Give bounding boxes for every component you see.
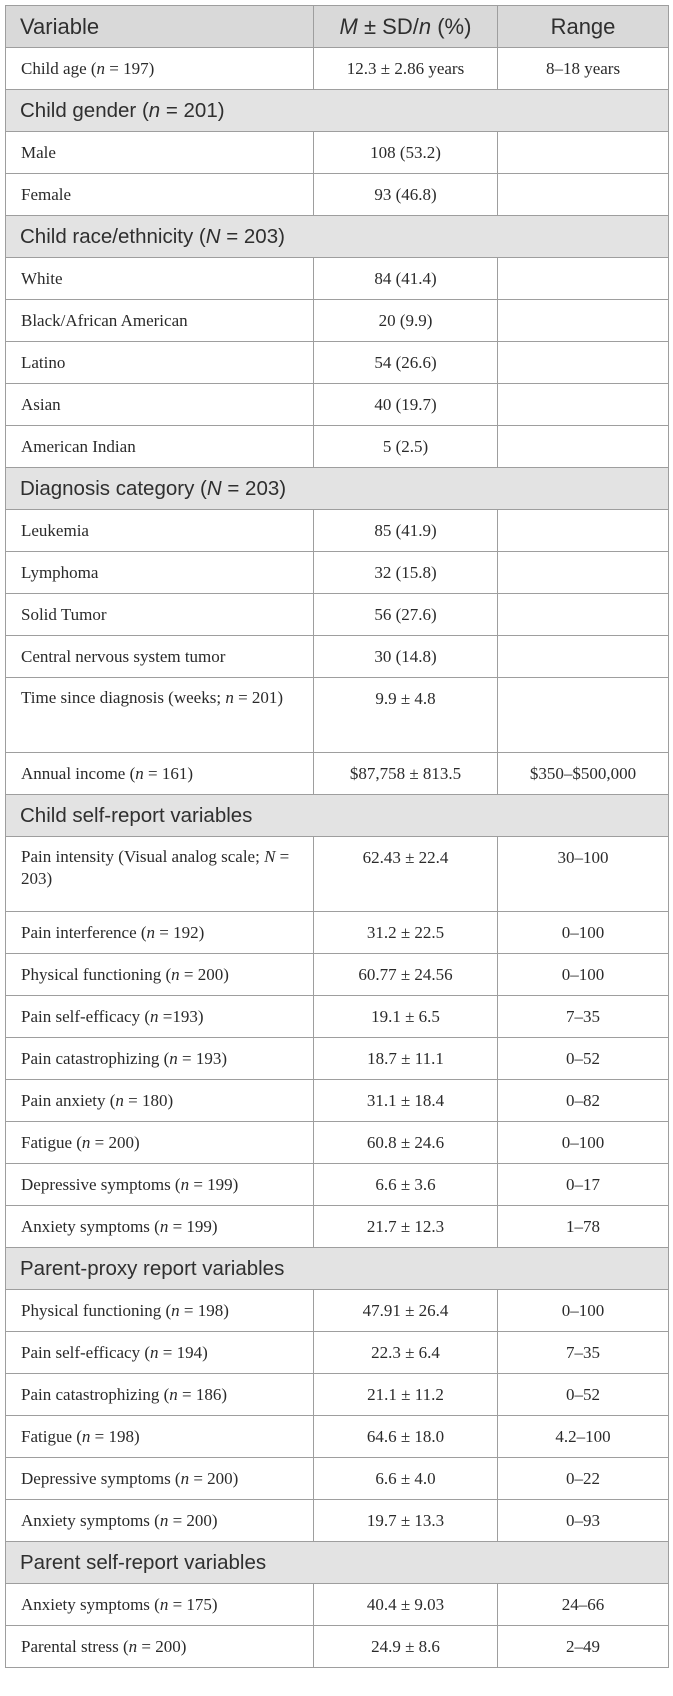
cell-range: 0–100: [498, 912, 669, 954]
cell-range: 0–17: [498, 1164, 669, 1206]
cell-variable: Depressive symptoms (n = 200): [6, 1458, 314, 1500]
cell-variable: Child age (n = 197): [6, 48, 314, 90]
cell-range: 0–100: [498, 1290, 669, 1332]
cell-range: [498, 552, 669, 594]
cell-variable: Anxiety symptoms (n = 200): [6, 1500, 314, 1542]
section-label: Parent self-report variables: [6, 1542, 669, 1584]
cell-variable: Asian: [6, 384, 314, 426]
cell-msd: 6.6 ± 4.0: [314, 1458, 498, 1500]
cell-range: 4.2–100: [498, 1416, 669, 1458]
table-row: [6, 1122, 669, 1164]
cell-range: 24–66: [498, 1584, 669, 1626]
cell-msd: 40 (19.7): [314, 384, 498, 426]
cell-msd: 21.1 ± 11.2: [314, 1374, 498, 1416]
cell-range: 8–18 years: [498, 48, 669, 90]
cell-variable: American Indian: [6, 426, 314, 468]
section-label: Child self-report variables: [6, 795, 669, 837]
demographics-table: [5, 5, 669, 1668]
cell-variable: Parental stress (n = 200): [6, 1626, 314, 1668]
cell-msd: 9.9 ± 4.8: [314, 678, 498, 753]
table-row: [6, 342, 669, 384]
cell-range: [498, 132, 669, 174]
table-row: [6, 837, 669, 912]
cell-msd: 54 (26.6): [314, 342, 498, 384]
cell-variable: Latino: [6, 342, 314, 384]
table-row: [6, 1626, 669, 1668]
cell-msd: 19.7 ± 13.3: [314, 1500, 498, 1542]
cell-msd: 60.77 ± 24.56: [314, 954, 498, 996]
table-row: [6, 132, 669, 174]
cell-variable: Physical functioning (n = 200): [6, 954, 314, 996]
cell-variable: Male: [6, 132, 314, 174]
cell-msd: 85 (41.9): [314, 510, 498, 552]
cell-msd: 93 (46.8): [314, 174, 498, 216]
cell-msd: 31.1 ± 18.4: [314, 1080, 498, 1122]
table-row: [6, 912, 669, 954]
section-label: Child race/ethnicity (N = 203): [6, 216, 669, 258]
cell-range: 0–100: [498, 954, 669, 996]
section-header-row: [6, 216, 669, 258]
table-row: [6, 300, 669, 342]
table-row: [6, 1080, 669, 1122]
cell-variable: Central nervous system tumor: [6, 636, 314, 678]
header-msd: [314, 6, 498, 48]
cell-msd: 64.6 ± 18.0: [314, 1416, 498, 1458]
cell-variable: Anxiety symptoms (n = 199): [6, 1206, 314, 1248]
table-row: [6, 510, 669, 552]
cell-range: 0–22: [498, 1458, 669, 1500]
header-variable: Variable: [6, 6, 314, 48]
cell-variable: Black/African American: [6, 300, 314, 342]
table-row: [6, 1374, 669, 1416]
cell-msd: 22.3 ± 6.4: [314, 1332, 498, 1374]
table-row: [6, 996, 669, 1038]
table-row: [6, 1584, 669, 1626]
table-row: [6, 426, 669, 468]
section-header-row: [6, 1542, 669, 1584]
section-label: Parent-proxy report variables: [6, 1248, 669, 1290]
cell-msd: $87,758 ± 813.5: [314, 753, 498, 795]
table-row: [6, 1500, 669, 1542]
cell-range: 2–49: [498, 1626, 669, 1668]
cell-variable: Depressive symptoms (n = 199): [6, 1164, 314, 1206]
cell-msd: 21.7 ± 12.3: [314, 1206, 498, 1248]
cell-range: 0–52: [498, 1038, 669, 1080]
cell-msd: 60.8 ± 24.6: [314, 1122, 498, 1164]
cell-msd: 20 (9.9): [314, 300, 498, 342]
table-row: [6, 678, 669, 753]
cell-msd: 84 (41.4): [314, 258, 498, 300]
cell-range: 0–52: [498, 1374, 669, 1416]
section-label: Child gender (n = 201): [6, 90, 669, 132]
cell-variable: Pain intensity (Visual analog scale; N = 203): [6, 837, 314, 912]
table-body: [6, 48, 669, 1668]
table-row: [6, 753, 669, 795]
cell-variable: Physical functioning (n = 198): [6, 1290, 314, 1332]
table-row: [6, 594, 669, 636]
table-row: [6, 1416, 669, 1458]
cell-msd: 56 (27.6): [314, 594, 498, 636]
cell-variable: Pain self-efficacy (n =193): [6, 996, 314, 1038]
cell-variable: Fatigue (n = 198): [6, 1416, 314, 1458]
cell-variable: Leukemia: [6, 510, 314, 552]
table-row: [6, 1458, 669, 1500]
cell-range: [498, 426, 669, 468]
cell-range: 7–35: [498, 1332, 669, 1374]
cell-range: [498, 258, 669, 300]
section-label: Diagnosis category (N = 203): [6, 468, 669, 510]
cell-range: [498, 174, 669, 216]
cell-variable: Pain anxiety (n = 180): [6, 1080, 314, 1122]
table-header: [6, 6, 669, 48]
cell-msd: 32 (15.8): [314, 552, 498, 594]
cell-variable: Pain self-efficacy (n = 194): [6, 1332, 314, 1374]
cell-msd: 31.2 ± 22.5: [314, 912, 498, 954]
cell-range: [498, 342, 669, 384]
section-header-row: [6, 468, 669, 510]
table-row: [6, 1332, 669, 1374]
cell-range: [498, 300, 669, 342]
table-row: [6, 1290, 669, 1332]
table-row: [6, 552, 669, 594]
cell-msd: 62.43 ± 22.4: [314, 837, 498, 912]
cell-range: 0–93: [498, 1500, 669, 1542]
table-row: [6, 384, 669, 426]
cell-range: $350–$500,000: [498, 753, 669, 795]
table-row: [6, 636, 669, 678]
cell-msd: 6.6 ± 3.6: [314, 1164, 498, 1206]
cell-variable: Pain catastrophizing (n = 186): [6, 1374, 314, 1416]
cell-msd: 12.3 ± 2.86 years: [314, 48, 498, 90]
cell-variable: Pain catastrophizing (n = 193): [6, 1038, 314, 1080]
cell-variable: Lymphoma: [6, 552, 314, 594]
cell-range: 30–100: [498, 837, 669, 912]
table-row: [6, 174, 669, 216]
table-row: [6, 1164, 669, 1206]
cell-variable: Female: [6, 174, 314, 216]
table-row: [6, 954, 669, 996]
section-header-row: [6, 90, 669, 132]
table-row: [6, 1206, 669, 1248]
table-row: [6, 48, 669, 90]
cell-range: [498, 384, 669, 426]
cell-msd: 19.1 ± 6.5: [314, 996, 498, 1038]
cell-msd: 24.9 ± 8.6: [314, 1626, 498, 1668]
cell-variable: Fatigue (n = 200): [6, 1122, 314, 1164]
cell-range: [498, 678, 669, 753]
cell-range: 1–78: [498, 1206, 669, 1248]
cell-range: 0–100: [498, 1122, 669, 1164]
cell-range: [498, 510, 669, 552]
cell-variable: Time since diagnosis (weeks; n = 201): [6, 678, 314, 753]
table-row: [6, 1038, 669, 1080]
cell-variable: Annual income (n = 161): [6, 753, 314, 795]
cell-range: 7–35: [498, 996, 669, 1038]
header-msd-text: M ± SD/n (%): [339, 13, 472, 39]
cell-msd: 30 (14.8): [314, 636, 498, 678]
cell-variable: White: [6, 258, 314, 300]
table-row: [6, 258, 669, 300]
cell-msd: 40.4 ± 9.03: [314, 1584, 498, 1626]
header-range: Range: [498, 6, 669, 48]
section-header-row: [6, 1248, 669, 1290]
cell-msd: 18.7 ± 11.1: [314, 1038, 498, 1080]
cell-range: [498, 594, 669, 636]
cell-range: 0–82: [498, 1080, 669, 1122]
cell-msd: 5 (2.5): [314, 426, 498, 468]
cell-variable: Anxiety symptoms (n = 175): [6, 1584, 314, 1626]
section-header-row: [6, 795, 669, 837]
cell-range: [498, 636, 669, 678]
cell-msd: 108 (53.2): [314, 132, 498, 174]
cell-msd: 47.91 ± 26.4: [314, 1290, 498, 1332]
cell-variable: Pain interference (n = 192): [6, 912, 314, 954]
cell-variable: Solid Tumor: [6, 594, 314, 636]
